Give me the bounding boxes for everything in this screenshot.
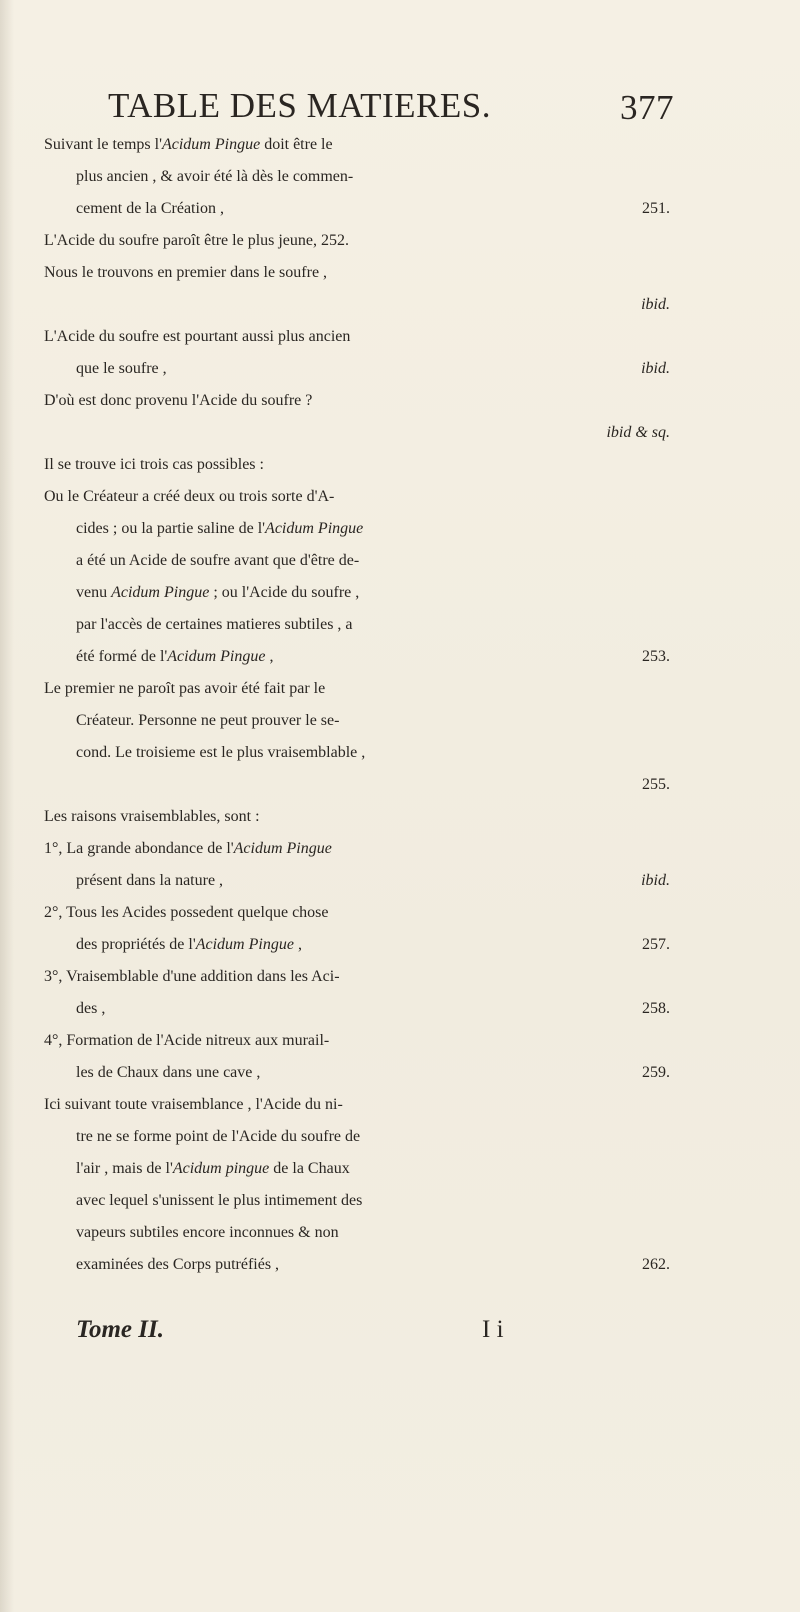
line-text: des propriétés de l' <box>76 936 196 953</box>
line-text: cond. Le troisieme est le plus vraisemblable , <box>76 744 366 761</box>
italic-term: Acidum Pingue <box>167 648 266 665</box>
italic-term: Acidum Pingue <box>265 520 364 537</box>
running-title: TABLE DES MATIERES. <box>108 86 491 125</box>
line-text: tre ne se forme point de l'Acide du soufre de <box>76 1128 361 1145</box>
line-text: l'air , mais de l' <box>76 1160 173 1177</box>
line-text: D'où est donc provenu l'Acide du soufre ? <box>44 392 313 409</box>
signature-mark: I i <box>482 1316 504 1343</box>
page-reference: ibid. <box>641 360 670 377</box>
line-text: Le premier ne paroît pas avoir été fait par le <box>44 680 326 697</box>
line-text: L'Acide du soufre est pourtant aussi plus ancien <box>44 328 351 345</box>
text-line <box>44 1192 670 1224</box>
line-text: venu <box>76 584 112 601</box>
text-line <box>44 200 670 232</box>
table-of-contents-entries <box>44 136 670 1288</box>
text-line <box>44 936 670 968</box>
text-line <box>44 648 670 680</box>
text-line <box>44 1128 670 1160</box>
line-text: Il se trouve ici trois cas possibles : <box>44 456 264 473</box>
line-text: 1°, La grande abondance de l' <box>44 840 234 857</box>
text-line <box>44 1256 670 1288</box>
line-text: Créateur. Personne ne peut prouver le se- <box>76 712 340 729</box>
line-text: L'Acide du soufre paroît être le plus jeune, 252. <box>44 232 350 249</box>
line-text: Les raisons vraisemblables, sont : <box>44 808 260 825</box>
text-line <box>44 264 670 296</box>
text-line <box>44 1000 670 1032</box>
line-text: Nous le trouvons en premier dans le soufre , <box>44 264 328 281</box>
line-text: des , <box>76 1000 106 1017</box>
page-reference: 258. <box>642 1000 670 1017</box>
text-line <box>44 808 670 840</box>
line-text: 4°, Formation de l'Acide nitreux aux murail- <box>44 1032 330 1049</box>
italic-term: Acidum Pingue <box>161 136 261 153</box>
italic-term: Acidum Pingue <box>111 584 210 601</box>
text-line <box>44 456 670 488</box>
line-text: 2°, Tous les Acides possedent quelque chose <box>44 904 329 921</box>
line-text: vapeurs subtiles encore inconnues & non <box>76 1224 339 1241</box>
line-text: par l'accès de certaines matieres subtiles , a <box>76 616 353 633</box>
text-line <box>44 1160 670 1192</box>
text-line <box>44 1224 670 1256</box>
line-text: Ici suivant toute vraisemblance , l'Acide du ni- <box>44 1096 343 1113</box>
text-line <box>44 168 670 200</box>
text-line <box>44 680 670 712</box>
text-line <box>44 424 670 456</box>
page-reference: 259. <box>642 1064 670 1081</box>
page-reference: ibid. <box>641 296 670 313</box>
page-reference: ibid. <box>641 872 670 889</box>
line-text: plus ancien , & avoir été là dès le commen- <box>76 168 354 185</box>
text-line <box>44 488 670 520</box>
line-text: cides ; ou la partie saline de l' <box>76 520 266 537</box>
text-line <box>44 776 670 808</box>
text-line <box>44 968 670 1000</box>
text-line <box>44 328 670 360</box>
line-text: 3°, Vraisemblable d'une addition dans les Aci- <box>44 968 340 985</box>
line-text: Ou le Créateur a créé deux ou trois sorte d'A- <box>44 488 335 505</box>
text-line <box>44 392 670 424</box>
text-line <box>44 584 670 616</box>
text-line <box>44 1064 670 1096</box>
text-line <box>44 1096 670 1128</box>
page-reference: 251. <box>642 200 670 217</box>
line-text: a été un Acide de soufre avant que d'être de- <box>76 552 360 569</box>
page-footer <box>44 1316 670 1348</box>
line-text: que le soufre , <box>76 360 167 377</box>
text-line <box>44 296 670 328</box>
italic-term: Acidum Pingue <box>195 936 294 953</box>
page-reference: ibid & sq. <box>606 424 670 441</box>
text-line <box>44 616 670 648</box>
spine-shadow <box>0 0 14 1612</box>
text-line <box>44 904 670 936</box>
text-line <box>44 1032 670 1064</box>
page-reference: 257. <box>642 936 670 953</box>
line-text: cement de la Création , <box>76 200 224 217</box>
line-text: Suivant le temps l' <box>44 136 162 153</box>
line-text: , <box>265 648 274 665</box>
text-line <box>44 744 670 776</box>
line-text: été formé de l' <box>76 648 168 665</box>
text-line <box>44 872 670 904</box>
line-text: examinées des Corps putréfiés , <box>76 1256 280 1273</box>
line-text: , <box>293 936 302 953</box>
text-line <box>44 712 670 744</box>
line-text: ; ou l'Acide du soufre , <box>209 584 360 601</box>
line-text: avec lequel s'unissent le plus intimement des <box>76 1192 363 1209</box>
page-reference: 253. <box>642 648 670 665</box>
text-line <box>44 136 670 168</box>
italic-term: Acidum pingue <box>172 1160 270 1177</box>
line-text: de la Chaux <box>269 1160 350 1177</box>
line-text: les de Chaux dans une cave , <box>76 1064 261 1081</box>
text-line <box>44 552 670 584</box>
page-number: 377 <box>620 88 674 127</box>
italic-term: Acidum Pingue <box>233 840 332 857</box>
page-reference: 262. <box>642 1256 670 1273</box>
volume-label: Tome II. <box>76 1316 164 1343</box>
line-text: doit être le <box>260 136 333 153</box>
line-text: présent dans la nature , <box>76 872 224 889</box>
text-line <box>44 360 670 392</box>
text-line <box>44 520 670 552</box>
text-line <box>44 840 670 872</box>
text-line <box>44 232 670 264</box>
page-reference: 255. <box>642 776 670 793</box>
running-header <box>108 86 674 130</box>
